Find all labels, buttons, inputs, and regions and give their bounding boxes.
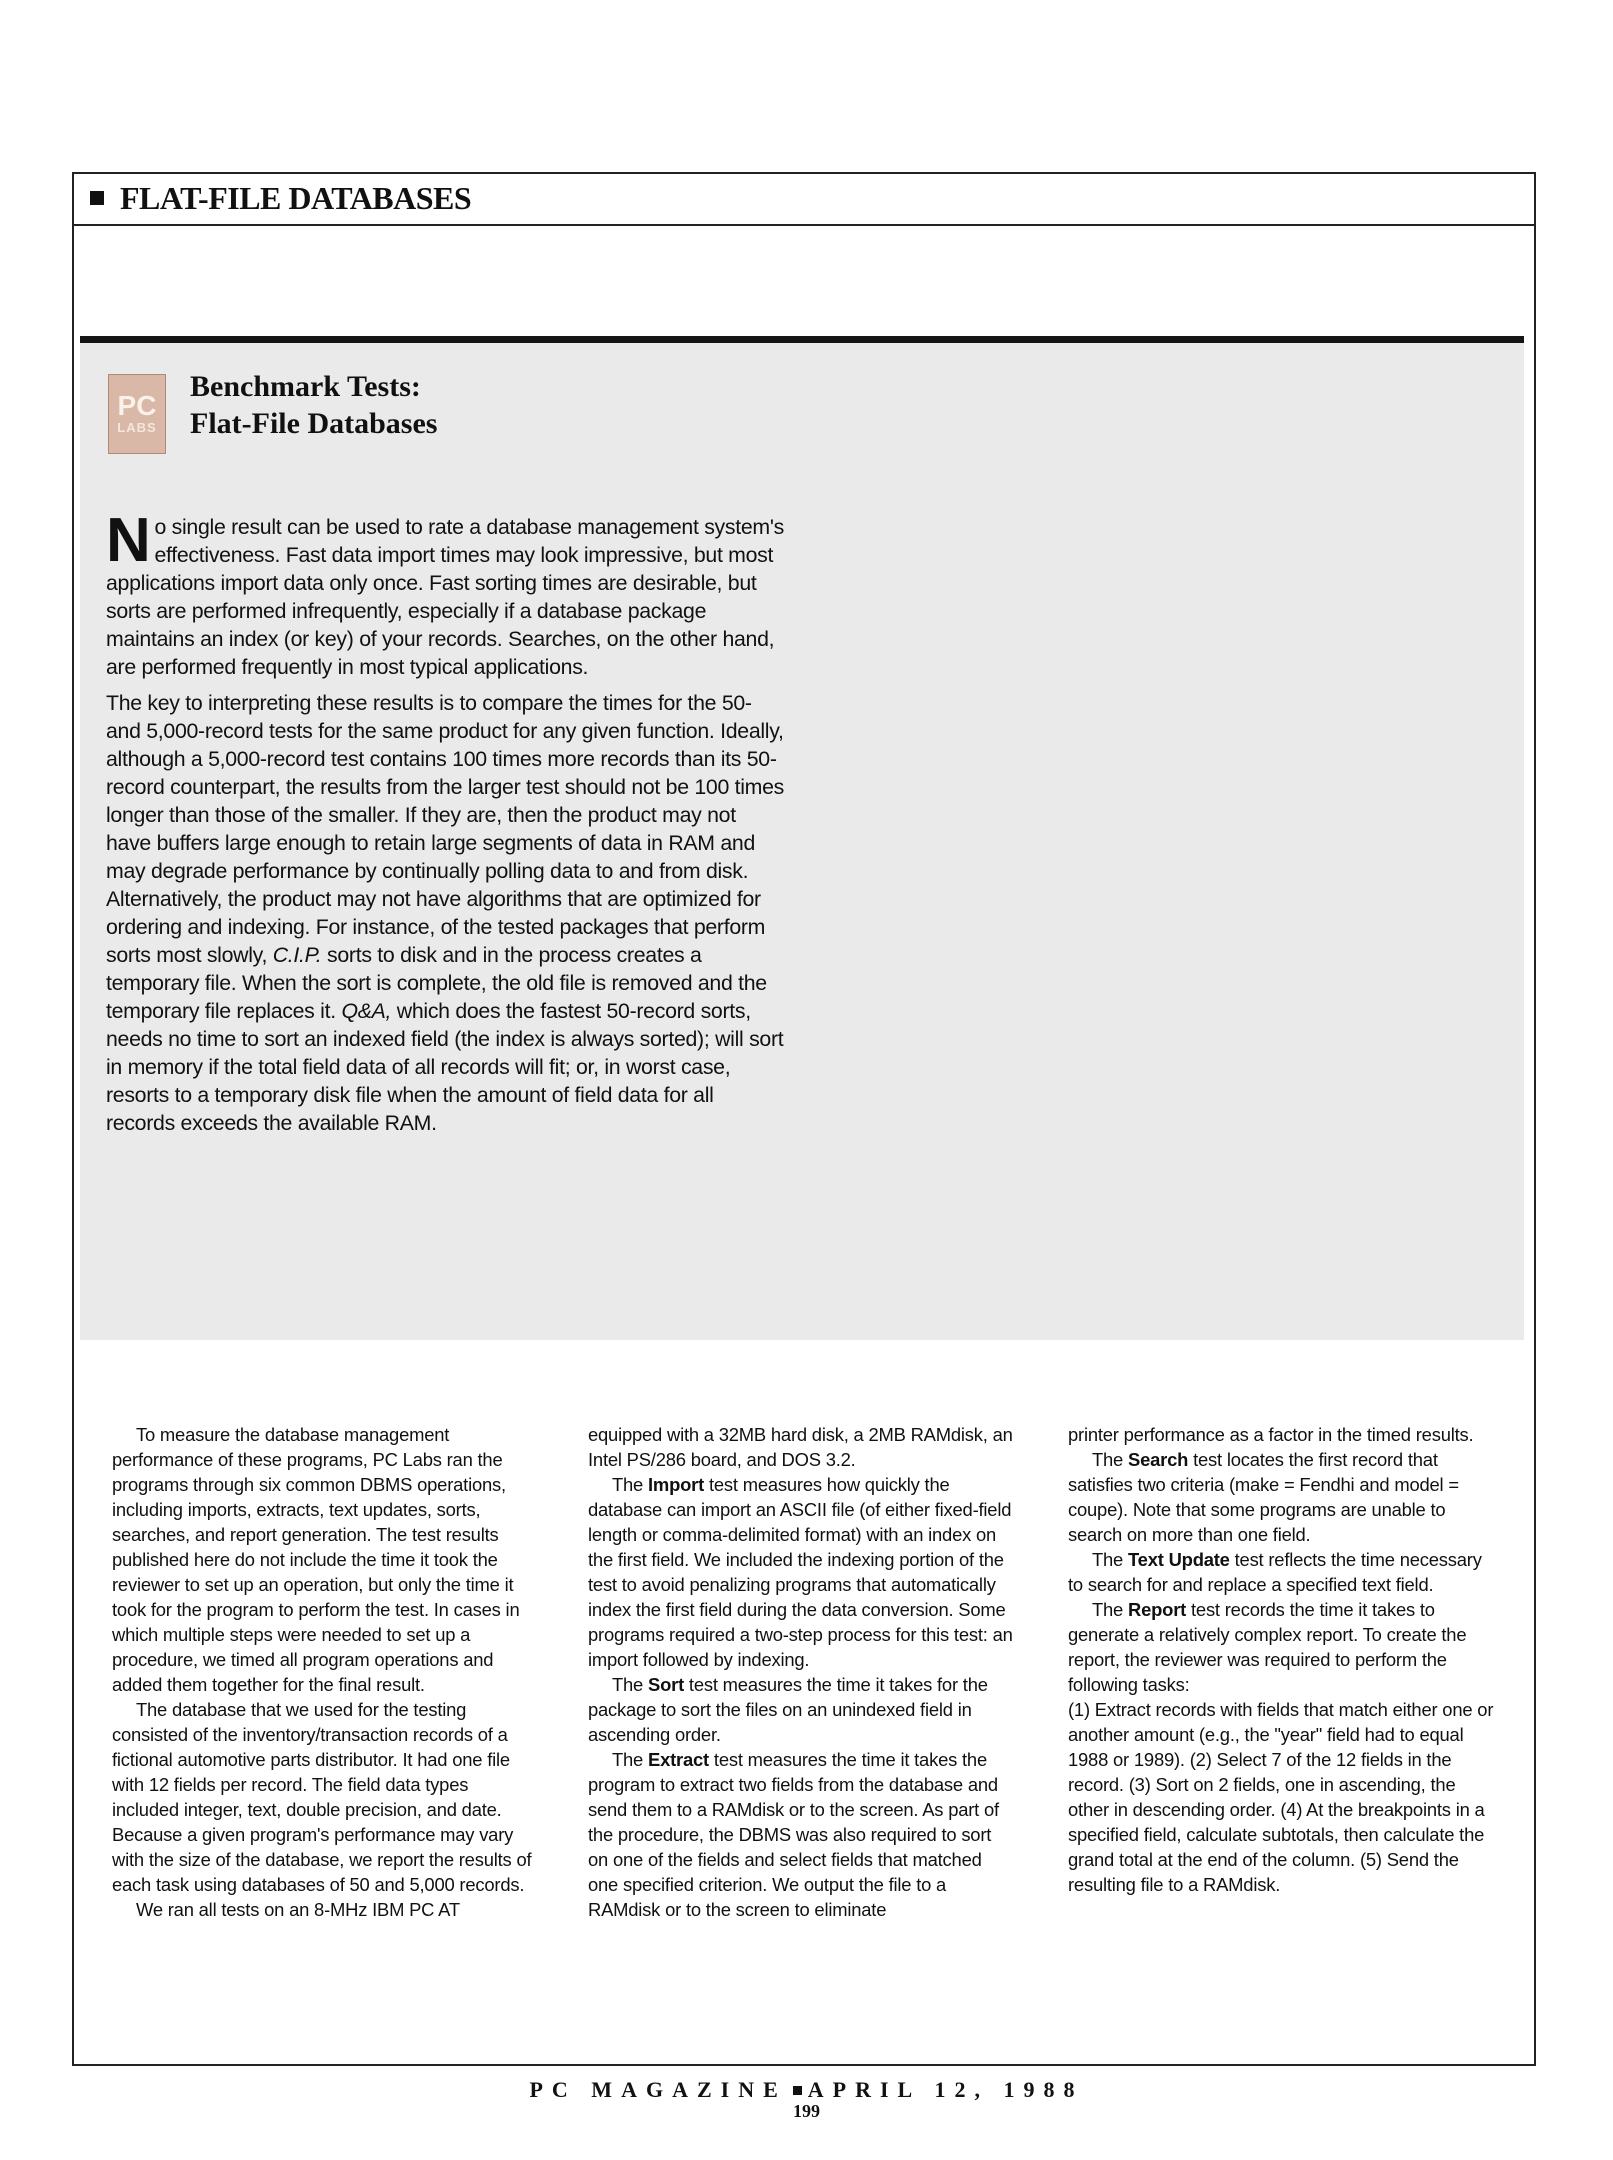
the-word: The xyxy=(612,1474,644,1495)
import-test-label: Import xyxy=(648,1474,705,1495)
intro-paragraph-2 xyxy=(106,689,786,1137)
product-name-qa: Q&A, xyxy=(341,999,392,1023)
col3-report-steps: (1) Extract records with fields that match either one or another amount (e.g., the "year" field had to equal 1988 or 1989). (2) Select 7 of the 12 fields in the record. (3) Sort on 2 fields, one in ascending, the other in descending order. (4) At the breakpoints in a specified field, calculate subtotals, then calculate the grand total at the end of the column. (5) Send the resulting file to a RAMdisk. xyxy=(1068,1699,1494,1895)
body-column-3 xyxy=(1068,1422,1494,1897)
box-title-line-1: Benchmark Tests: xyxy=(190,370,421,403)
extract-test-label: Extract xyxy=(648,1749,709,1770)
pc-labs-logo xyxy=(108,374,166,454)
section-header xyxy=(72,172,1536,226)
intro-paragraph-2-text-b: sorts to disk and in the process creates a temporary file. When the sort is complete, the old file is removed and the temporary file replaces it. xyxy=(106,943,767,1023)
col3-paragraph-text-update xyxy=(1068,1547,1494,1597)
sort-test-text: test measures the time it takes for the package to sort the files on an unindexed field in ascending order. xyxy=(588,1674,988,1745)
col2-paragraph-sort xyxy=(588,1672,1014,1747)
logo-text-bottom: LABS xyxy=(117,420,157,435)
product-name-cip: C.I.P. xyxy=(272,943,322,967)
search-test-text: test locates the first record that satisfies two criteria (make = Fendhi and model = coupe). Note that some programs are unable to search on more than one field. xyxy=(1068,1449,1459,1545)
the-word: The xyxy=(1092,1549,1124,1570)
import-test-text: test measures how quickly the database can import an ASCII file (of either fixed-field length or comma-delimited format) with an index on the first field. We included the indexing portion of the test to avoid penalizing programs that automatically index the first field during the data conversion. Some programs required a two-step process for this test: an import followed by indexing. xyxy=(588,1474,1013,1670)
col2-paragraph-import xyxy=(588,1472,1014,1672)
search-test-label: Search xyxy=(1128,1449,1189,1470)
col3-paragraph-report xyxy=(1068,1597,1494,1697)
the-word: The xyxy=(1092,1449,1124,1470)
footer-line xyxy=(0,2077,1613,2103)
magazine-name: PC MAGAZINE xyxy=(529,2077,787,2102)
issue-date: APRIL 12, 1988 xyxy=(807,2077,1084,2102)
text-update-test-label: Text Update xyxy=(1128,1549,1230,1570)
col1-paragraph-1: To measure the database management performance of these programs, PC Labs ran the programs through six common DBMS operations, including imports, extracts, text updates, sorts, searches, and report generation. The test results published here do not include the time it took the reviewer to set up an operation, but only the time it took for the program to perform the test. In cases in which multiple steps were needed to set up a procedure, we timed all program operations and added them together for the final result. xyxy=(112,1424,520,1695)
logo-text-top: PC xyxy=(117,390,157,421)
report-test-label: Report xyxy=(1128,1599,1187,1620)
report-test-text: test records the time it takes to generate a relatively complex report. To create the report, the reviewer was required to perform the following tasks: xyxy=(1068,1599,1467,1695)
sort-test-label: Sort xyxy=(648,1674,684,1695)
section-title: FLAT-FILE DATABASES xyxy=(120,179,472,216)
col3-paragraph-search xyxy=(1068,1447,1494,1547)
drop-cap: N xyxy=(106,506,151,575)
square-bullet-icon xyxy=(90,191,104,205)
box-title xyxy=(190,368,790,442)
box-title-line-2: Flat-File Databases xyxy=(190,407,438,440)
extract-test-text: test measures the time it takes the program to extract two fields from the database and send them to a RAMdisk or to the screen. As part of the procedure, the DBMS was also required to sort on one of the fields and select fields that matched one specified criterion. We output the file to a RAMdisk or to the screen to eliminate xyxy=(588,1749,999,1920)
col1-paragraph-2: The database that we used for the testing consisted of the inventory/transaction records of a fictional automotive parts distributor. It had one file with 12 fields per record. The field data types included integer, text, double precision, and date. Because a given program's performance may vary with the size of the database, we report the results of each task using databases of 50 and 5,000 records. xyxy=(112,1699,532,1895)
the-word: The xyxy=(612,1674,644,1695)
body-column-2 xyxy=(588,1422,1014,1922)
intro-paragraph-2-text-a: The key to interpreting these results is to compare the times for the 50- and 5,000-record tests for the same product for any given function. Ideally, although a 5,000-record test contains 100 times more records than its 50-record counterpart, the results from the larger test should not be 100 times longer than those of the smaller. If they are, then the product may not have buffers large enough to retain large segments of data in RAM and may degrade performance by continually polling data to and from disk. Alternatively, the product may not have algorithms that are optimized for ordering and indexing. For instance, of the tested packages that perform sorts most slowly, xyxy=(106,691,784,967)
intro-text xyxy=(106,506,786,1145)
text-update-test-text: test reflects the time necessary to search for and replace a specified text field. xyxy=(1068,1549,1482,1595)
page-number: 199 xyxy=(793,2101,820,2121)
body-column-1 xyxy=(112,1422,538,1922)
col1-paragraph-3: We ran all tests on an 8-MHz IBM PC AT xyxy=(136,1899,460,1920)
the-word: The xyxy=(612,1749,644,1770)
intro-paragraph-1-text: o single result can be used to rate a database management system's effectiveness. Fast data import times may look impressive, but most applications import data only once. Fast sorting times are desirable, but sorts are performed infrequently, especially if a database package maintains an index (or key) of your records. Searches, on the other hand, are performed frequently in most typical applications. xyxy=(106,515,784,679)
col3-paragraph-1: printer performance as a factor in the timed results. xyxy=(1068,1424,1474,1445)
square-bullet-icon xyxy=(793,2086,802,2095)
intro-paragraph-1 xyxy=(106,506,786,681)
col2-paragraph-1: equipped with a 32MB hard disk, a 2MB RAMdisk, an Intel PS/286 board, and DOS 3.2. xyxy=(588,1424,1013,1470)
col2-paragraph-extract xyxy=(588,1747,1014,1922)
the-word: The xyxy=(1092,1599,1124,1620)
page-footer xyxy=(0,2077,1613,2122)
intro-paragraph-2-text-c: which does the fastest 50-record sorts, needs no time to sort an indexed field (the index is always sorted); will sort in memory if the total field data of all records will fit; or, in worst case, resorts to a temporary disk file when the amount of field data for all records exceeds the available RAM. xyxy=(106,999,784,1135)
